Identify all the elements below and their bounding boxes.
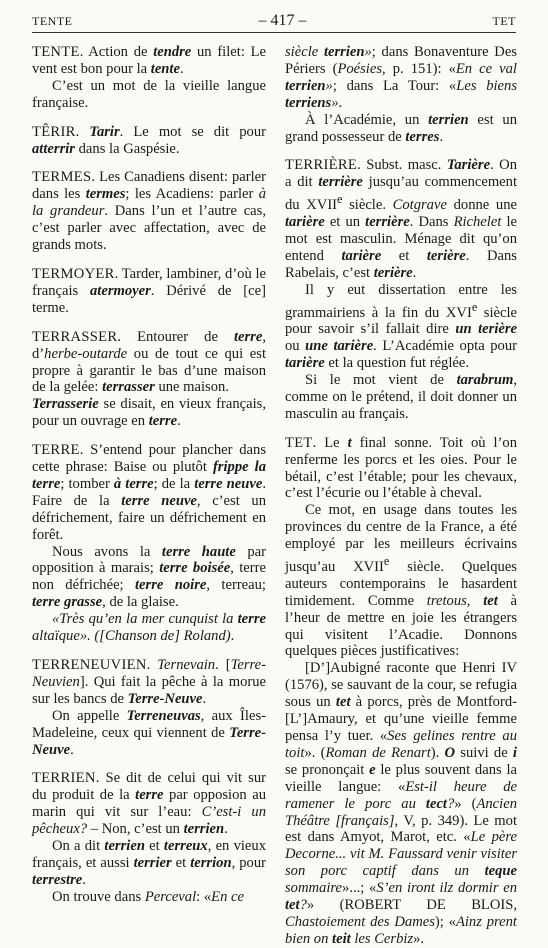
right-column [285, 44, 517, 948]
entry-paragraph: À l’Académie, un terrien est un grand possesseur de terres. [285, 111, 517, 145]
header-left-guide-word: TENTE [32, 14, 73, 28]
entry-paragraph: [D’]Aubigné raconte que Henri IV (1576), se sauvant de la cour, se refugia sous un tet à porcs, près de Montford-[L’]Amaury, et qu’une vieille femme pensa l’y tuer. «Ses gelines rentre au toit». (Roman de Renart). O suivi de i se prononçait e le plus souvent dans la vieille langue: «Est-il heure de ramener le porc au tect?» (Ancien Théâtre [français], V, p. 349). Le mot est dans Amyot, Marot, etc. «Le père Decorne... vit M. Faussard venir visiter son porc captif dans un teque sommaire»...; «S’en iront ilz dormir en tet?» (ROBERT DE BLOIS, Chastoiement des Dames); «Ainz prent bien on teit les Cerbiz». [285, 660, 518, 947]
entry-paragraph: On appelle Terreneuvas, aux Îles-Madeleine, ceux qui viennent de Terre-Neuve. [32, 707, 266, 758]
dictionary-entry: TÊRIR. Tarir. Le mot se dit pour atterrir dans la Gaspésie. [32, 123, 266, 157]
entry-paragraph: C’est un mot de la vieille langue française. [32, 77, 266, 111]
dictionary-entry: TERMES. Les Canadiens disent: parler dans les termes; les Acadiens: parler à la grandeur. Dans l’un et l’autre cas, c’est parler avec affectation, avec de grands mots. [32, 169, 266, 254]
dictionary-entry: TERMOYER. Tarder, lambiner, d’où le français atermoyer. Dérivé de [ce] terme. [32, 265, 266, 316]
entry-paragraph: Si le mot vient de tarabrum, comme on le prétend, il doit donner un masculin au français. [285, 372, 517, 422]
entry-paragraph: Terrasserie se disait, en vieux français, pour un ouvrage en terre. [32, 396, 266, 430]
entry-paragraph: On a dit terrien et terreux, en vieux français, et aussi terrier et terrion, pour terrestre. [32, 838, 266, 888]
dictionary-entry: TET. Le t final sonne. Toit où l’on renferme les porcs et les oies. Pour le bétail, c’est l’étable; pour les chevaux, c’est l’écurie ou l’étable à cheval. [285, 434, 517, 502]
dictionary-entry: TERRIEN. Se dit de celui qui vit sur du produit de la terre par opposion au marin qui vit sur l’eau: C’est-i un pêcheux? – Non, c’est un terrien. [32, 770, 266, 838]
dictionary-entry: TENTE. Action de tendre un filet: Le vent est bon pour la tente. [32, 44, 266, 77]
header-rule [32, 32, 516, 33]
left-column [32, 44, 266, 906]
running-header [32, 12, 516, 30]
entry-paragraph: «Très qu’en la mer cunquist la terre altaïque». ([Chanson de] Roland). [32, 611, 266, 645]
page-number: – 417 – [258, 12, 307, 29]
entry-paragraph: Nous avons la terre haute par opposition à marais; terre boisée, terre non défrichée; terre noire, terreau; terre grasse, de la glaise. [32, 543, 266, 611]
dictionary-entry: TERRENEUVIEN. Ternevain. [Terre-Neuvien]. Qui fait la pêche à la morue sur les bancs de Terre-Neuve. [32, 657, 266, 707]
dictionary-entry: TERRASSER. Entourer de terre, d’herbe-outarde ou de tout ce qui est propre à garantir le bas d’une maison de la gelée: terrasser une maison. [32, 328, 266, 396]
entry-paragraph: On trouve dans Perceval: «En ce [52, 888, 244, 905]
entry-paragraph: siècle terrien»; dans Bonaventure Des Périers (Poésies, p. 151): «En ce val terrien»; dans La Tour: «Les biens terriens». [285, 44, 517, 111]
entry-paragraph: Il y eut dissertation entre les grammairiens à la fin du XVIe siècle pour savoir s’il fallait dire un terière ou une tarière. L’Académie opta pour tarière et la question fut réglée. [285, 281, 518, 372]
dictionary-entry: TERRIÈRE. Subst. masc. Tarière. On a dit terrière jusqu’au commencement du XVIIe siècle. Cotgrave donne une tarière et un terrière. Dans Richelet le mot est masculin. Ménage dit qu’on entend tarière et terière. Dans Rabelais, c’est terière. [285, 157, 517, 281]
dictionary-entry: TERRE. S’entend pour plancher dans cette phrase: Baise ou plutôt frippe la terre; tomber à terre; de la terre neuve. Faire de la terre neuve, c’est un défrichement, faire un défrichement en forêt. [32, 442, 266, 543]
entry-paragraph: Ce mot, en usage dans toutes les provinces du centre de la France, a été employé par les meilleurs écrivains jusqu’au XVIIe siècle. Quelques auteurs contemporains le hasardent timidement. Comme tretous, tet à l’heur de mettre en joie les étrangers qui visitent l’Acadie. Donnons quelques pièces justificatives: [285, 502, 517, 660]
header-right-guide-word: TET [492, 14, 516, 28]
